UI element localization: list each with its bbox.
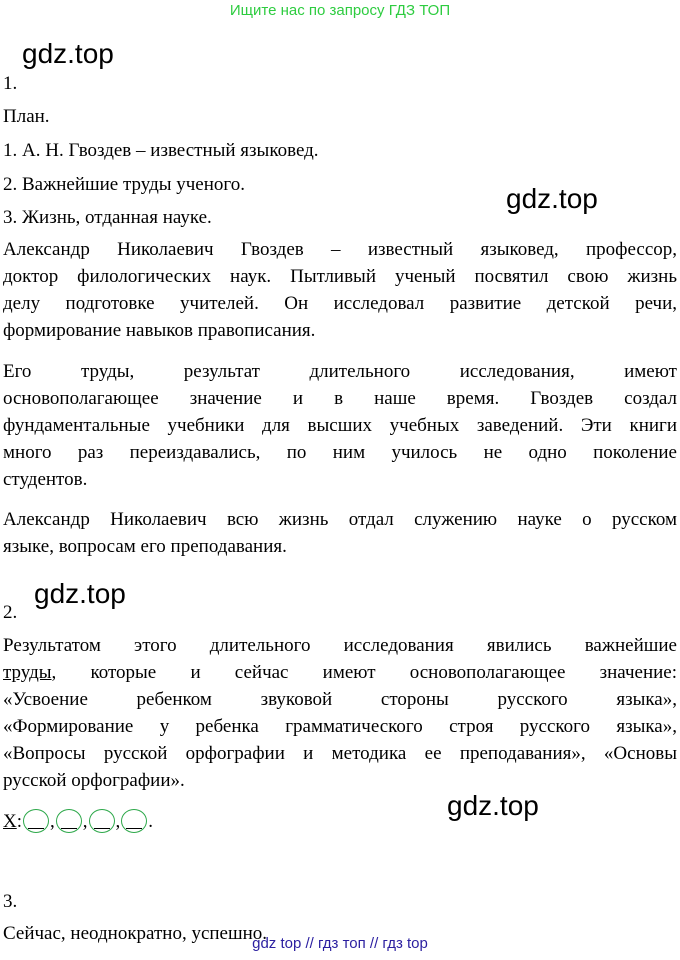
task-number: 3.: [3, 891, 18, 912]
scheme-separator: ,: [82, 811, 88, 832]
paragraph-line: [3, 659, 677, 686]
paragraph-line: «Усвоение ребенком звуковой стороны русского языка»,: [3, 689, 677, 710]
paragraph-line: делу подготовке учителей. Он исследовал развитие детской речи,: [3, 293, 677, 314]
scheme-end: .: [148, 811, 154, 832]
scheme-colon: :: [16, 811, 23, 832]
paragraph-line: «Вопросы русской орфографии и методика ее преподавания», «Основы: [3, 743, 677, 764]
task-answer: Сейчас, неоднократно, успешно.: [3, 923, 268, 944]
paragraph-line: Его труды, результат длительного исследования, имеют: [3, 361, 677, 382]
plan-item: 3. Жизнь, отданная науке.: [3, 207, 212, 228]
scheme-label: Х: [3, 811, 17, 832]
top-banner: Ищите нас по запросу ГДЗ ТОП: [229, 2, 451, 19]
watermark: gdz.top: [22, 38, 114, 69]
bottom-banner: gdz top // гдз топ // гдз top: [252, 935, 428, 952]
paragraph-line: студентов.: [3, 469, 88, 490]
paragraph: [3, 358, 677, 493]
paragraph-line: языке, вопросам его преподавания.: [3, 536, 287, 557]
task-number: 1.: [3, 73, 18, 94]
scheme-circle: [23, 809, 49, 833]
task-number: 2.: [3, 602, 18, 623]
paragraph-line: фундаментальные учебники для высших учебных заведений. Эти книги: [3, 415, 677, 436]
sentence-scheme: [3, 808, 153, 835]
paragraph: [3, 632, 677, 794]
scheme-separator: ,: [115, 811, 121, 832]
paragraph-line: формирование навыков правописания.: [3, 320, 316, 341]
scheme-circle: [56, 809, 82, 833]
paragraph-text: , которые и сейчас имеют основополагающее значение:: [51, 662, 677, 683]
paragraph-line: «Формирование у ребенка грамматического строя русского языка»,: [3, 716, 677, 737]
paragraph-line: Александр Николаевич всю жизнь отдал служению науке о русском: [3, 509, 677, 530]
scheme-separator: ,: [50, 811, 55, 832]
paragraph-line: доктор филологических наук. Пытливый ученый посвятил свою жизнь: [3, 266, 677, 287]
paragraph-line: русской орфографии».: [3, 770, 185, 791]
paragraph-line: Александр Николаевич Гвоздев – известный языковед, профессор,: [3, 239, 677, 260]
plan-title: План.: [3, 106, 50, 127]
scheme-circle: [89, 809, 115, 833]
paragraph-line: Результатом этого длительного исследования явились важнейшие: [3, 635, 677, 656]
watermark: gdz.top: [506, 183, 598, 214]
paragraph-line: много раз переиздавались, по ним училось не одно поколение: [3, 442, 677, 463]
plan-item: 2. Важнейшие труды ученого.: [3, 174, 245, 195]
plan-item: 1. А. Н. Гвоздев – известный языковед.: [3, 140, 319, 161]
underlined-word: труды: [3, 662, 52, 683]
watermark: gdz.top: [34, 578, 126, 609]
watermark: gdz.top: [447, 790, 539, 821]
scheme-circle: [121, 809, 147, 833]
paragraph: [3, 506, 677, 560]
paragraph-line: основополагающее значение и в наше время. Гвоздев создал: [3, 388, 677, 409]
paragraph: [3, 236, 677, 344]
